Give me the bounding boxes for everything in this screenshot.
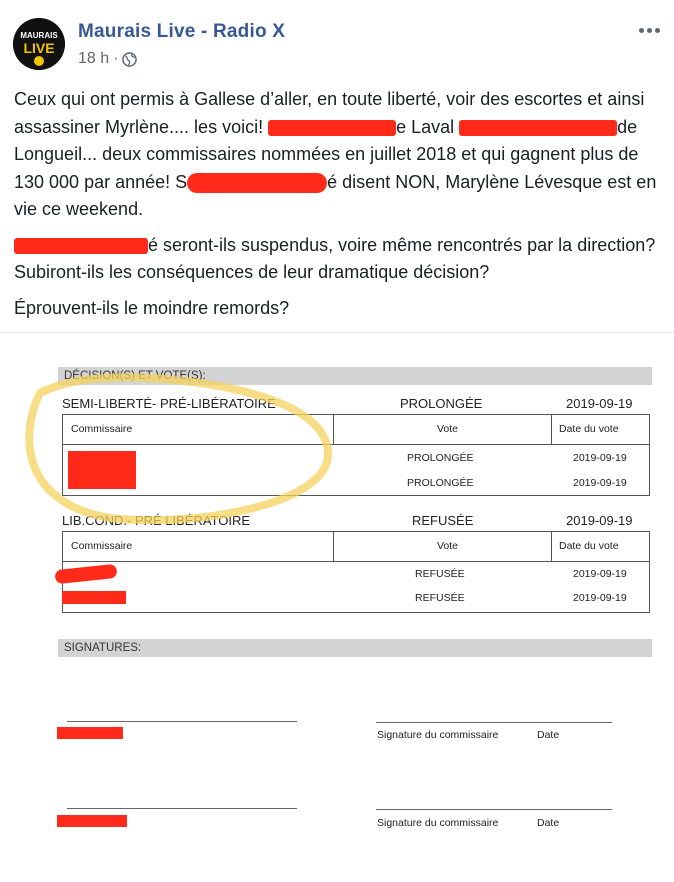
col-vote: Vote [437, 423, 459, 435]
col-date: Date du vote [559, 423, 619, 435]
redaction-bar [187, 173, 327, 193]
page-name-link[interactable]: Maurais Live - Radio X [78, 21, 286, 42]
col-vote: Vote [437, 540, 459, 552]
highlight-circle [0, 333, 674, 882]
globe-icon[interactable] [122, 52, 137, 67]
signature-label: Signature du commissaire [377, 817, 499, 829]
post-paragraph-2: é seront-ils suspendus, voire même rencontrés par la direction? Subiront-ils les conséquences de leur dramatique décision? [14, 234, 656, 282]
col-commissaire: Commissaire [71, 540, 133, 552]
attached-document-image[interactable] [0, 332, 674, 882]
section2-status: REFUSÉE [412, 513, 474, 528]
redaction-bar [268, 120, 396, 136]
section2-date: 2019-09-19 [566, 513, 633, 528]
vote-cell: REFUSÉE [415, 592, 465, 604]
post-time[interactable]: 18 h [78, 50, 110, 67]
more-options-icon[interactable] [634, 20, 664, 40]
redaction-bar [459, 120, 617, 136]
decisions-header: DÉCISION(S) ET VOTE(S): [58, 367, 652, 385]
post-header [0, 0, 674, 80]
date-label: Date [537, 817, 560, 829]
post-body [14, 86, 664, 330]
section1-status: PROLONGÉE [400, 396, 483, 411]
date-label: Date [537, 729, 560, 741]
redaction-bar [14, 238, 148, 254]
page-avatar[interactable] [13, 18, 65, 70]
date-cell: 2019-09-19 [573, 568, 627, 580]
section1-label: SEMI-LIBERTÉ- PRÉ-LIBÉRATOIRE [62, 396, 276, 411]
date-cell: 2019-09-19 [573, 592, 627, 604]
post-paragraph-3: Éprouvent-ils le moindre remords? [14, 297, 290, 318]
col-date: Date du vote [559, 540, 619, 552]
section1-date: 2019-09-19 [566, 396, 633, 411]
signature-label: Signature du commissaire [377, 729, 499, 741]
avatar-logo-line2: LIVE [23, 40, 55, 56]
vote-cell: PROLONGÉE [407, 477, 474, 489]
date-cell: 2019-09-19 [573, 452, 627, 464]
avatar-logo-line1: MAURAIS [20, 31, 58, 40]
signatures-header: SIGNATURES: [58, 639, 652, 657]
vote-cell: PROLONGÉE [407, 452, 474, 464]
col-commissaire: Commissaire [71, 423, 133, 435]
post-meta [78, 50, 137, 68]
post-paragraph-1: Ceux qui ont permis à Gallese d’aller, en toute liberté, voir des escortes et ainsi assassiner Myrlène.... les voici! e Laval de Longueil... deux commissaires nommées en juillet 2018 et qui gagnent plus de 130 000 par année! S é disent NON, Marylène Lévesque est en vie ce weekend. [14, 89, 657, 219]
date-cell: 2019-09-19 [573, 477, 627, 489]
vote-cell: REFUSÉE [415, 568, 465, 580]
meta-separator: · [113, 50, 119, 67]
section2-label: LIB.COND.- PRÉ LIBÉRATOIRE [62, 513, 251, 528]
